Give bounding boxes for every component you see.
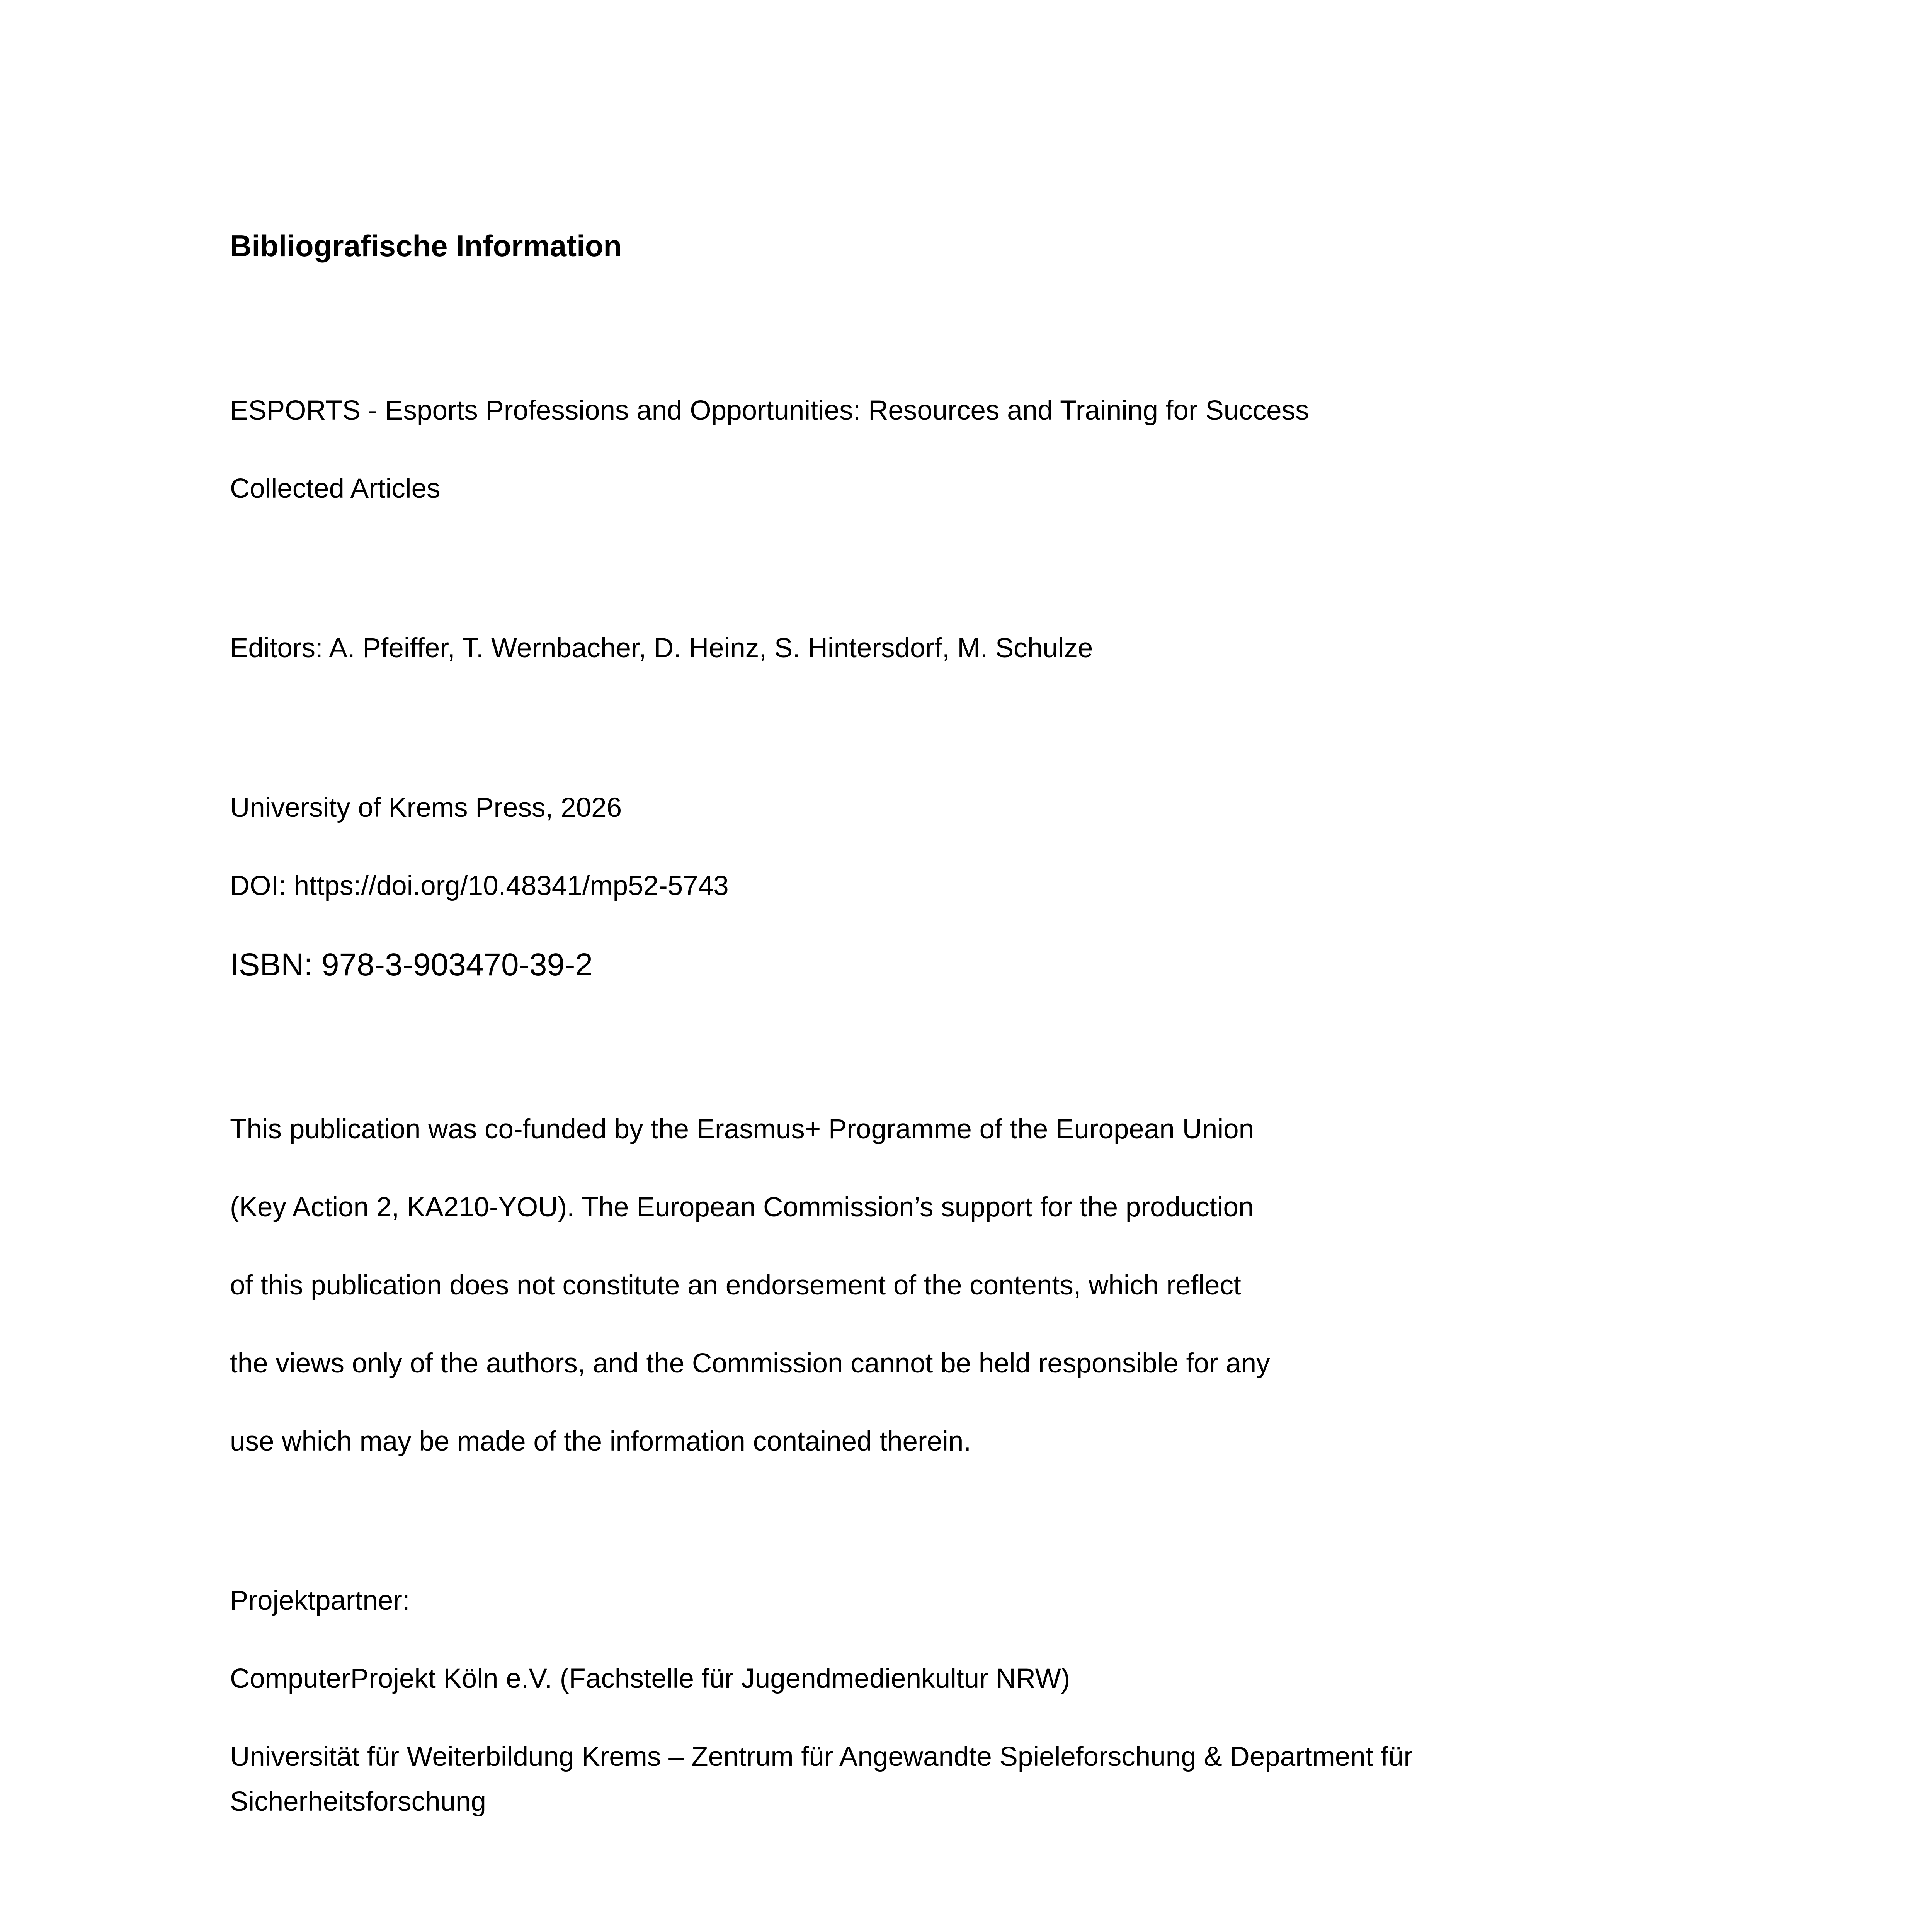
book-subtitle: Collected Articles <box>230 473 441 504</box>
partner-item-1: ComputerProjekt Köln e.V. (Fachstelle für Jugendmedienkultur NRW) <box>230 1663 1070 1694</box>
funding-line-4: the views only of the authors, and the Commission cannot be held responsible for any <box>230 1348 1270 1379</box>
partner-item-2: Universität für Weiterbildung Krems – Zentrum für Angewandte Spieleforschung & Department für <box>230 1742 1413 1772</box>
editors-line: Editors: A. Pfeiffer, T. Wernbacher, D. Heinz, S. Hintersdorf, M. Schulze <box>230 633 1093 663</box>
isbn-line: ISBN: 978-3-903470-39-2 <box>230 947 593 982</box>
funding-line-5: use which may be made of the information contained therein. <box>230 1426 971 1457</box>
funding-line-3: of this publication does not constitute an endorsement of the contents, which reflect <box>230 1270 1241 1301</box>
funding-line-2: (Key Action 2, KA210-YOU). The European Commission’s support for the production <box>230 1192 1254 1223</box>
page-heading: Bibliografische Information <box>230 229 622 263</box>
book-title: ESPORTS - Esports Professions and Opportunities: Resources and Training for Success <box>230 395 1309 426</box>
partners-label: Projektpartner: <box>230 1585 410 1616</box>
partner-item-2-continued: Sicherheitsforschung <box>230 1786 486 1817</box>
funding-line-1: This publication was co-funded by the Erasmus+ Programme of the European Union <box>230 1114 1254 1145</box>
publisher-line: University of Krems Press, 2026 <box>230 793 622 823</box>
doi-line: DOI: https://doi.org/10.48341/mp52-5743 <box>230 871 729 901</box>
